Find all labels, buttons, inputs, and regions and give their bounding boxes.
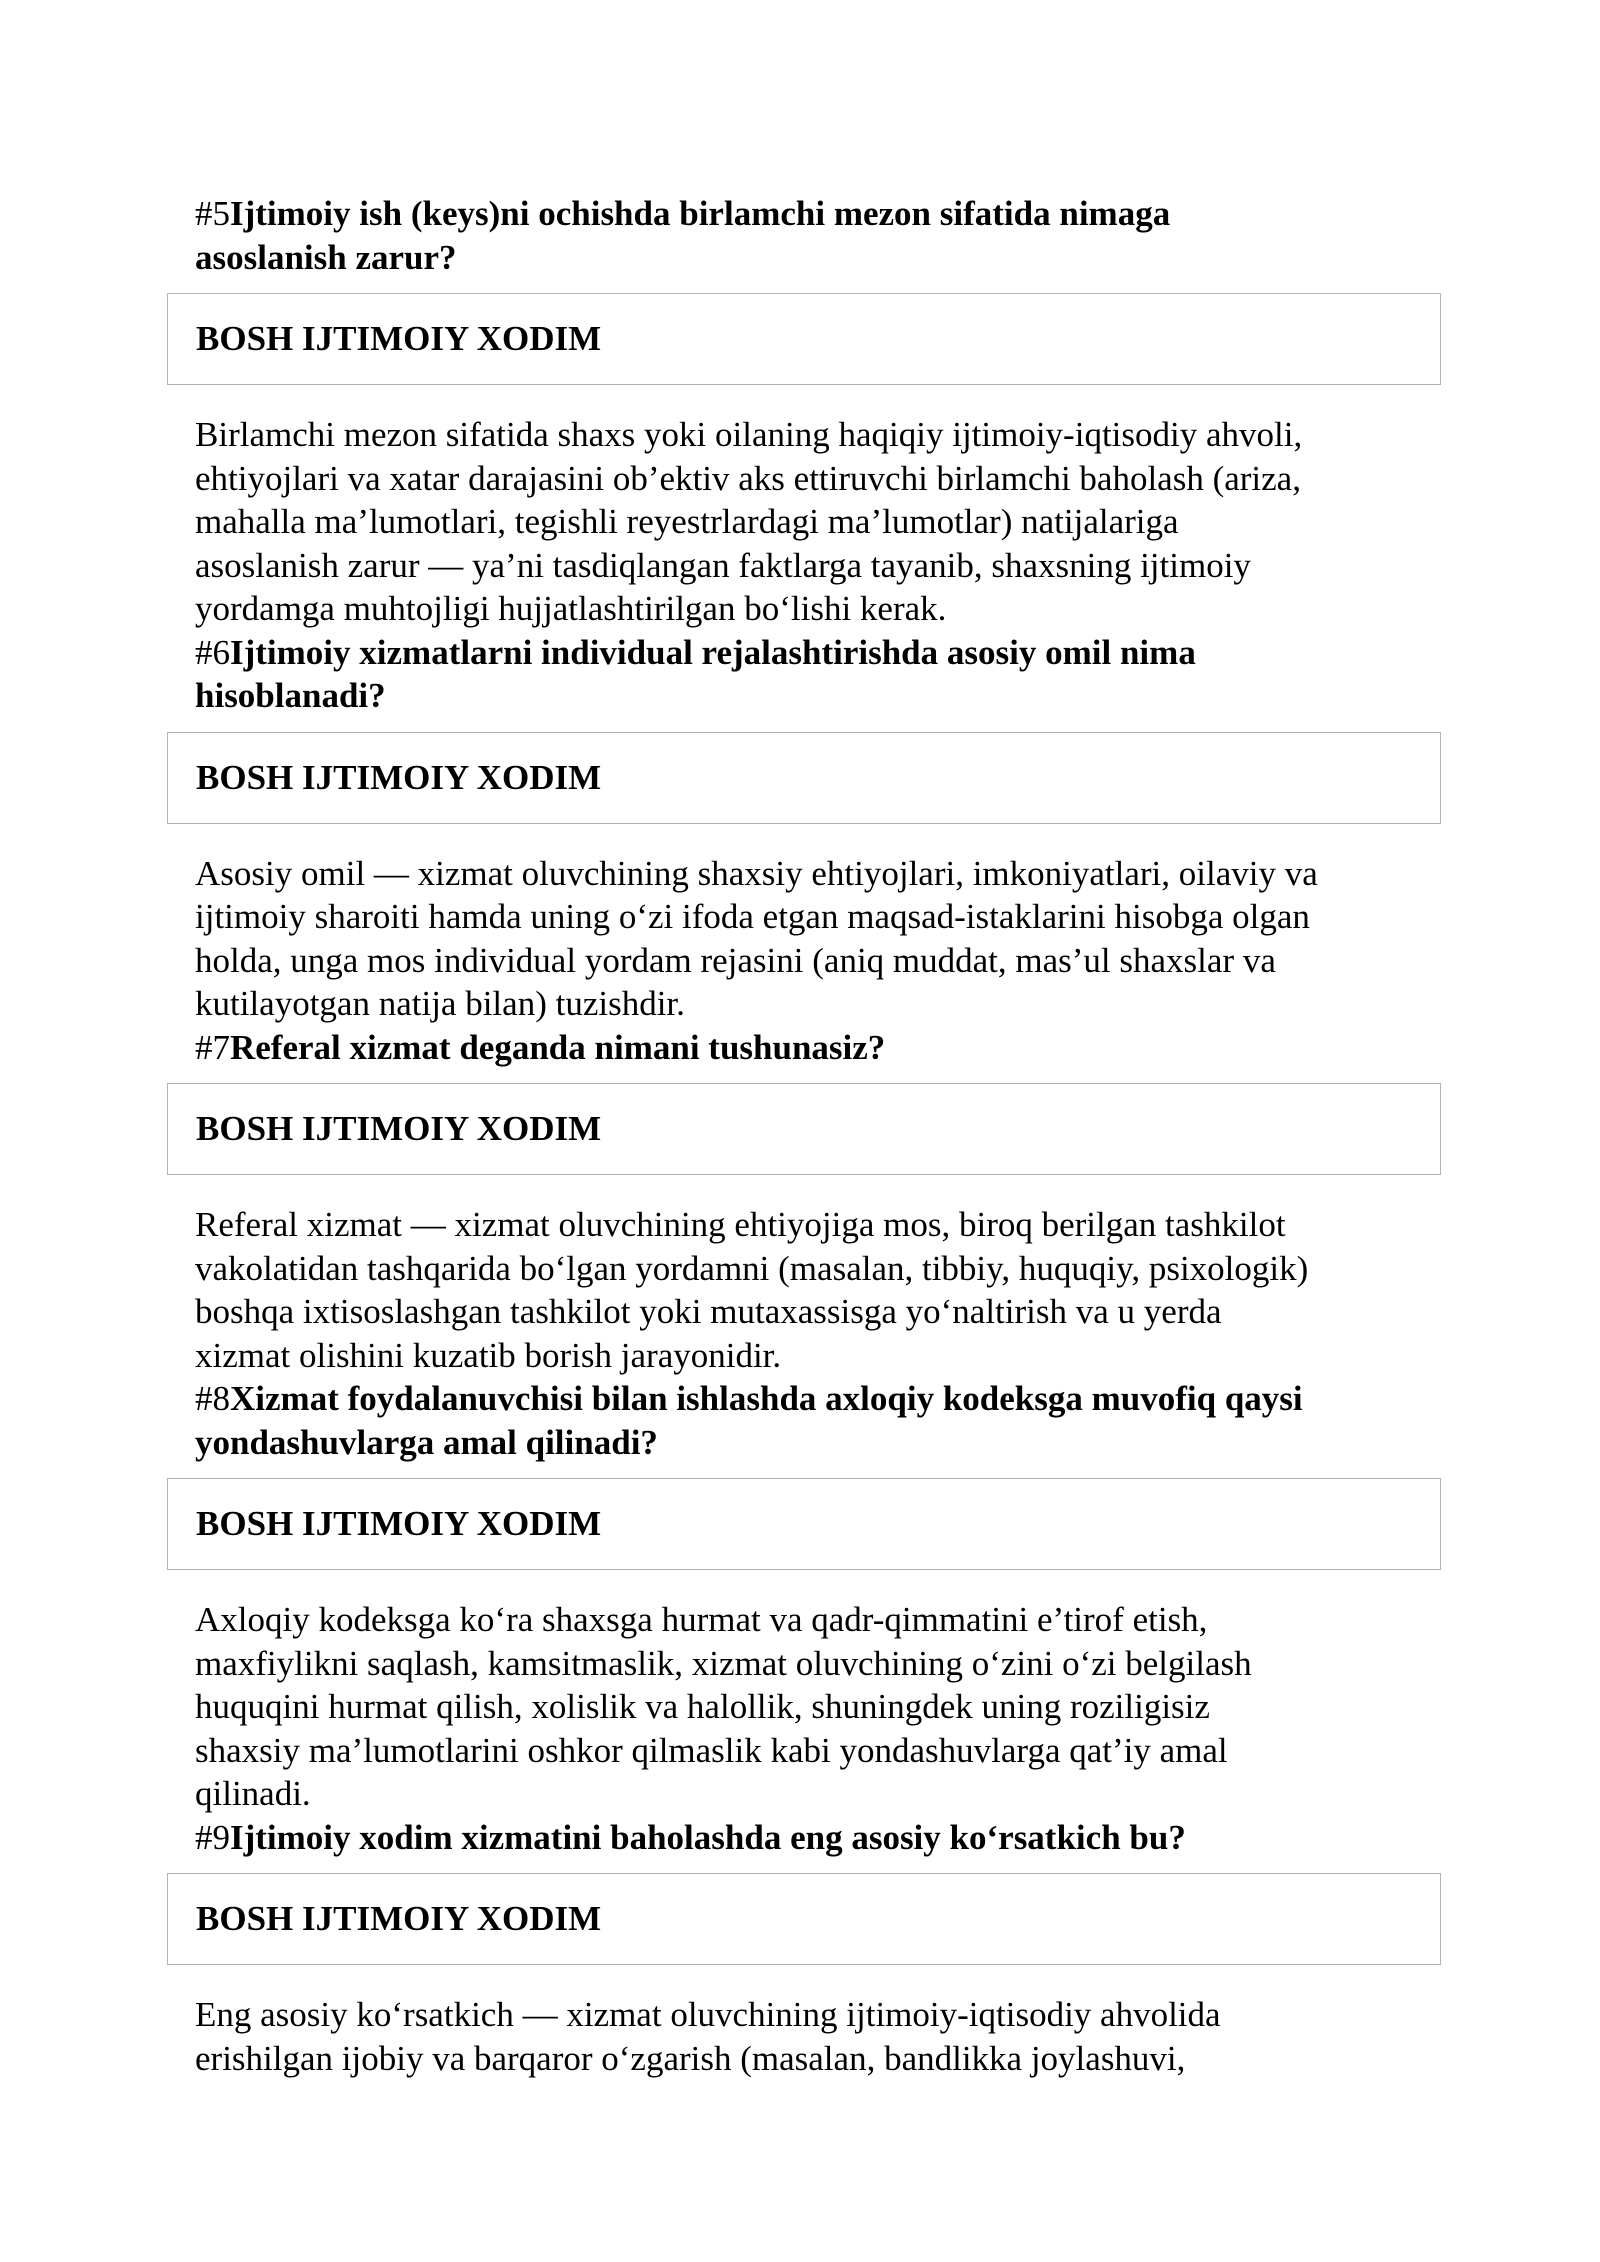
question-number: #5 — [195, 194, 230, 233]
question-6 — [195, 631, 1455, 718]
role-box — [167, 732, 1441, 824]
answer-line: boshqa ixtisoslashgan tashkilot yoki mutaxassisga yo‘naltirish va u yerda — [195, 1292, 1222, 1331]
answer-line: asoslanish zarur — ya’ni tasdiqlangan faktlarga tayanib, shaxsning ijtimoiy — [195, 545, 1251, 585]
answer-5 — [195, 413, 1455, 631]
question-text: Xizmat foydalanuvchisi bilan ishlashda axloqiy kodeksga muvofiq qaysi — [230, 1379, 1303, 1418]
role-label: BOSH IJTIMOIY XODIM — [196, 1899, 602, 1939]
answer-line: Axloqiy kodeksga ko‘ra shaxsga hurmat va qadr-qimmatini e’tirof etish, — [195, 1600, 1208, 1639]
role-label: BOSH IJTIMOIY XODIM — [196, 757, 602, 797]
answer-6 — [195, 852, 1455, 1026]
question-number: #7 — [195, 1027, 230, 1067]
question-9 — [195, 1816, 1455, 1860]
question-text: Ijtimoiy xizmatlarni individual rejalashtirishda asosiy omil nima — [230, 632, 1196, 672]
answer-line: shaxsiy ma’lumotlarini oshkor qilmaslik kabi yondashuvlarga qat’iy amal — [195, 1730, 1228, 1770]
answer-line: yordamga muhtojligi hujjatlashtirilgan bo‘lishi kerak. — [195, 589, 947, 628]
document-content — [195, 192, 1455, 2080]
answer-7 — [195, 1203, 1455, 1377]
answer-line: Eng asosiy ko‘rsatkich — xizmat oluvchining ijtimoiy-iqtisodiy ahvolida — [195, 1995, 1221, 2034]
role-box — [167, 1478, 1441, 1570]
qa-item-9 — [195, 1816, 1455, 2081]
question-text: Ijtimoiy ish (keys)ni ochishda birlamchi mezon sifatida nimaga — [230, 194, 1171, 233]
role-box — [167, 1083, 1441, 1175]
answer-8 — [195, 1598, 1455, 1816]
answer-line: Referal xizmat — xizmat oluvchining ehtiyojiga mos, biroq berilgan tashkilot — [195, 1205, 1286, 1244]
question-text: asoslanish zarur? — [195, 237, 457, 277]
answer-line: maxfiylikni saqlash, kamsitmaslik, xizmat oluvchining o‘zini o‘zi belgilash — [195, 1643, 1252, 1683]
answer-line: erishilgan ijobiy va barqaror o‘zgarish (masalan, bandlikka joylashuvi, — [195, 2038, 1186, 2078]
role-label: BOSH IJTIMOIY XODIM — [196, 319, 602, 359]
question-text: Ijtimoiy xodim xizmatini baholashda eng asosiy ko‘rsatkich bu? — [230, 1817, 1186, 1857]
answer-line: vakolatidan tashqarida bo‘lgan yordamni (masalan, tibbiy, huquqiy, psixologik) — [195, 1248, 1309, 1288]
role-box — [167, 293, 1441, 385]
answer-line: holda, unga mos individual yordam rejasini (aniq muddat, mas’ul shaxslar va — [195, 940, 1276, 980]
answer-line: qilinadi. — [195, 1774, 311, 1813]
answer-line: kutilayotgan natija bilan) tuzishdir. — [195, 984, 685, 1023]
question-number: #8 — [195, 1379, 230, 1418]
question-text: hisoblanadi? — [195, 676, 386, 715]
question-5 — [195, 192, 1455, 279]
question-number: #6 — [195, 632, 230, 672]
qa-item-8 — [195, 1377, 1455, 1816]
question-number: #9 — [195, 1817, 230, 1857]
answer-line: Birlamchi mezon sifatida shaxs yoki oilaning haqiqiy ijtimoiy-iqtisodiy ahvoli, — [195, 415, 1303, 454]
qa-item-7 — [195, 1026, 1455, 1378]
answer-line: ijtimoiy sharoiti hamda uning o‘zi ifoda etgan maqsad-istaklarini hisobga olgan — [195, 897, 1310, 936]
role-label: BOSH IJTIMOIY XODIM — [196, 1504, 602, 1544]
role-label: BOSH IJTIMOIY XODIM — [196, 1109, 602, 1149]
question-7 — [195, 1026, 1455, 1070]
answer-9 — [195, 1993, 1455, 2080]
answer-line: Asosiy omil — xizmat oluvchining shaxsiy ehtiyojlari, imkoniyatlari, oilaviy va — [195, 853, 1318, 893]
qa-item-5 — [195, 192, 1455, 631]
question-text: Referal xizmat deganda nimani tushunasiz? — [230, 1027, 886, 1067]
answer-line: mahalla ma’lumotlari, tegishli reyestrlardagi ma’lumotlar) natijalariga — [195, 502, 1179, 541]
answer-line: xizmat olishini kuzatib borish jarayonidir. — [195, 1335, 782, 1375]
qa-item-6 — [195, 631, 1455, 1026]
answer-line: ehtiyojlari va xatar darajasini ob’ektiv aks ettiruvchi birlamchi baholash (ariza, — [195, 458, 1301, 498]
question-8 — [195, 1377, 1455, 1464]
role-box — [167, 1873, 1441, 1965]
question-text: yondashuvlarga amal qilinadi? — [195, 1422, 658, 1462]
answer-line: huquqini hurmat qilish, xolislik va halollik, shuningdek uning roziligisiz — [195, 1687, 1210, 1726]
